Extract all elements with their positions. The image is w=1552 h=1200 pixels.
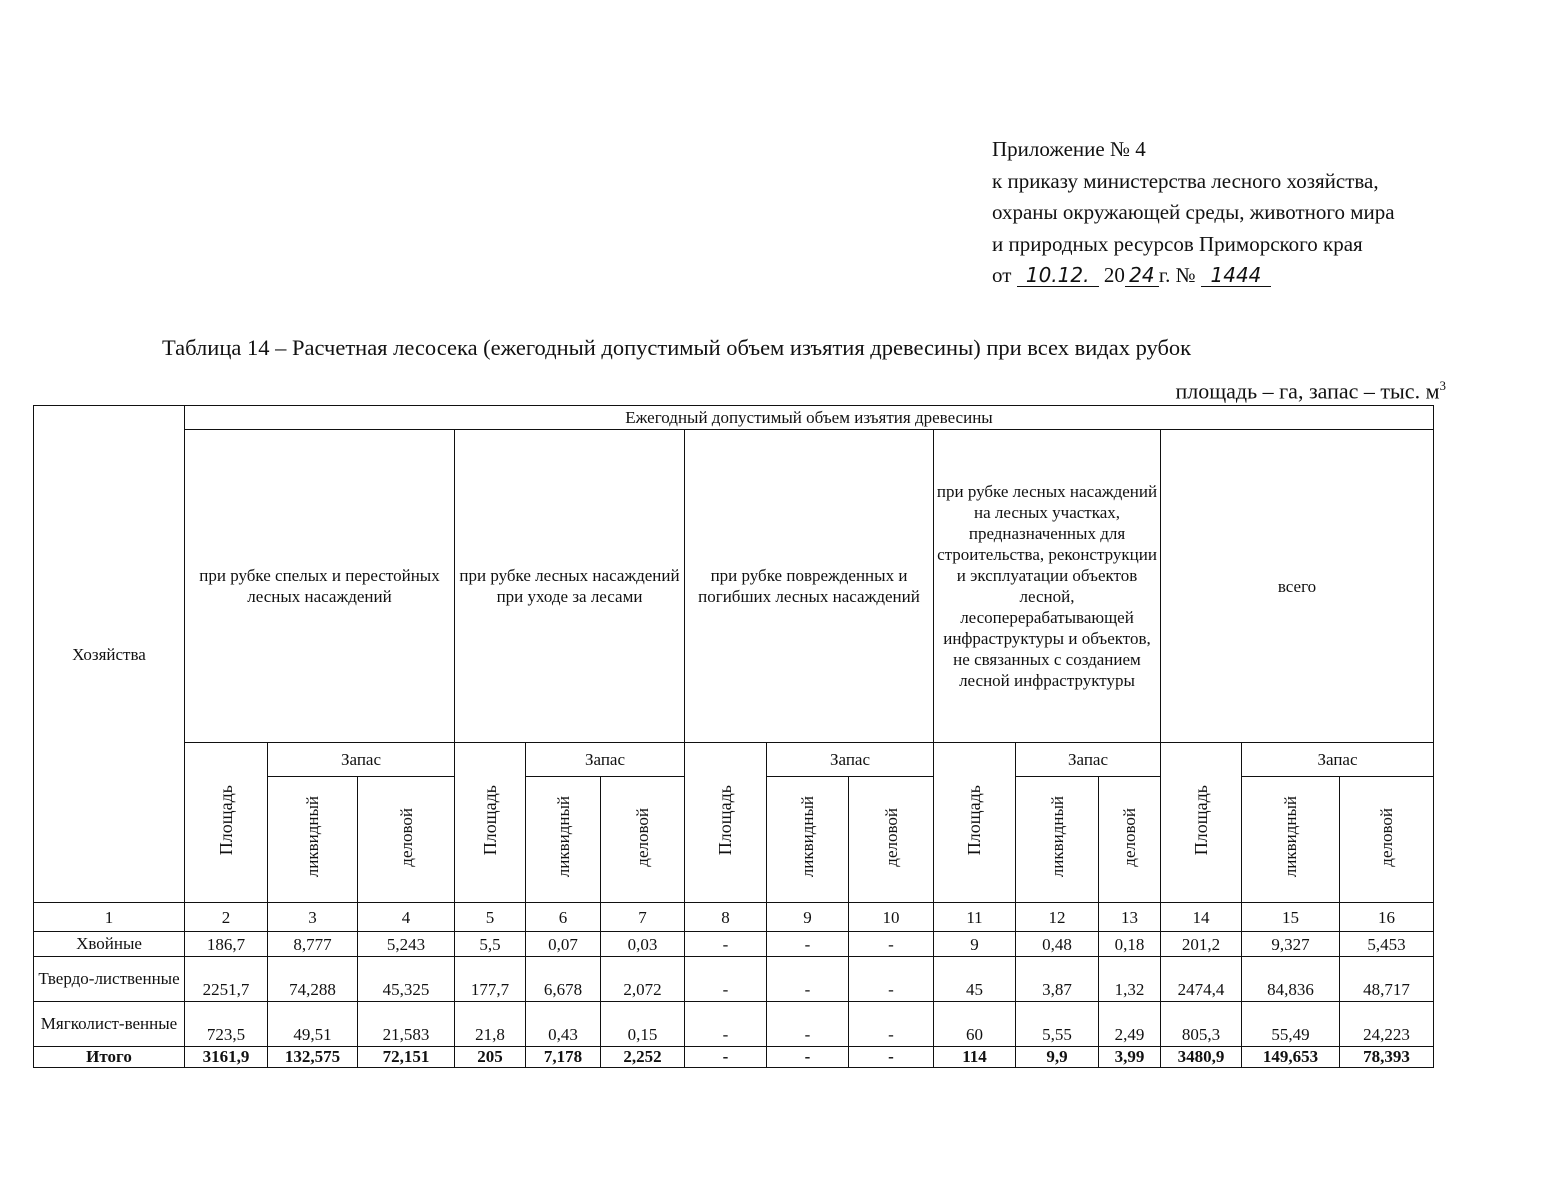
- cell: 3480,9: [1161, 1047, 1242, 1068]
- cell: -: [849, 1002, 934, 1047]
- area-header: Площадь: [934, 743, 1016, 903]
- column-number: 13: [1099, 903, 1161, 932]
- cell: 21,583: [358, 1002, 455, 1047]
- stock-header: Запас: [268, 743, 455, 777]
- stock-header: Запас: [526, 743, 685, 777]
- column-number: 9: [767, 903, 849, 932]
- column-number: 7: [601, 903, 685, 932]
- top-header: Ежегодный допустимый объем изъятия древесины: [185, 406, 1434, 430]
- cell: 5,5: [455, 932, 526, 957]
- cell: 5,453: [1340, 932, 1434, 957]
- cell: 2251,7: [185, 957, 268, 1002]
- area-header: Площадь: [455, 743, 526, 903]
- handwritten-year: 24: [1125, 264, 1159, 287]
- cell: 6,678: [526, 957, 601, 1002]
- liquid-header: ликвидный: [1016, 777, 1099, 903]
- cell: 5,243: [358, 932, 455, 957]
- appendix-header: [992, 134, 1472, 292]
- liquid-header: ликвидный: [1242, 777, 1340, 903]
- cell: 3,99: [1099, 1047, 1161, 1068]
- cell: -: [849, 1047, 934, 1068]
- liquid-header: ликвидный: [526, 777, 601, 903]
- column-number: 10: [849, 903, 934, 932]
- group-header: всего: [1161, 430, 1434, 743]
- column-number-row: [34, 903, 1434, 932]
- cell: -: [767, 957, 849, 1002]
- cell: 3161,9: [185, 1047, 268, 1068]
- group-header: при рубке поврежденных и погибших лесных насаждений: [685, 430, 934, 743]
- cell: 0,15: [601, 1002, 685, 1047]
- number-label: №: [1175, 263, 1196, 287]
- area-header: Площадь: [185, 743, 268, 903]
- cell: 149,653: [1242, 1047, 1340, 1068]
- cell: 201,2: [1161, 932, 1242, 957]
- units-text: площадь – га, запас – тыс. м: [1175, 378, 1440, 404]
- cell: 1,32: [1099, 957, 1161, 1002]
- table-row: [34, 1002, 1434, 1047]
- cell: -: [849, 932, 934, 957]
- liquid-header: ликвидный: [268, 777, 358, 903]
- cell: 45: [934, 957, 1016, 1002]
- cell: 2,072: [601, 957, 685, 1002]
- units-sup: 3: [1439, 378, 1446, 393]
- cell: 49,51: [268, 1002, 358, 1047]
- cell: -: [767, 932, 849, 957]
- business-header: деловой: [1340, 777, 1434, 903]
- cell: 60: [934, 1002, 1016, 1047]
- handwritten-number: 1444: [1201, 264, 1271, 287]
- business-header: деловой: [601, 777, 685, 903]
- row-name: Итого: [34, 1047, 185, 1068]
- row-name: Хвойные: [34, 932, 185, 957]
- year-suffix: г.: [1158, 263, 1171, 287]
- cell: -: [767, 1002, 849, 1047]
- column-number: 12: [1016, 903, 1099, 932]
- cell: 84,836: [1242, 957, 1340, 1002]
- cell: 3,87: [1016, 957, 1099, 1002]
- cell: 0,18: [1099, 932, 1161, 957]
- business-header: деловой: [1099, 777, 1161, 903]
- cell: -: [685, 932, 767, 957]
- cell: -: [685, 1002, 767, 1047]
- handwritten-date: 10.12.: [1017, 264, 1099, 287]
- stock-header: Запас: [1242, 743, 1434, 777]
- cell: -: [685, 957, 767, 1002]
- appendix-line: Приложение № 4: [992, 137, 1146, 161]
- column-number: 2: [185, 903, 268, 932]
- column-number: 6: [526, 903, 601, 932]
- table-row: [34, 957, 1434, 1002]
- cell: 21,8: [455, 1002, 526, 1047]
- felling-table: [33, 405, 1434, 1068]
- cell: 0,03: [601, 932, 685, 957]
- units-note: [1175, 378, 1446, 404]
- cell: 2,49: [1099, 1002, 1161, 1047]
- year-prefix: 20: [1103, 263, 1125, 287]
- group-header: при рубке спелых и перестойных лесных насаждений: [185, 430, 455, 743]
- cell: 24,223: [1340, 1002, 1434, 1047]
- business-header: деловой: [849, 777, 934, 903]
- column-number: 1: [34, 903, 185, 932]
- cell: 205: [455, 1047, 526, 1068]
- cell: 5,55: [1016, 1002, 1099, 1047]
- cell: 78,393: [1340, 1047, 1434, 1068]
- cell: 177,7: [455, 957, 526, 1002]
- cell: 8,777: [268, 932, 358, 957]
- column-number: 16: [1340, 903, 1434, 932]
- from-label: от: [992, 263, 1012, 287]
- cell: 805,3: [1161, 1002, 1242, 1047]
- column-number: 15: [1242, 903, 1340, 932]
- cell: 132,575: [268, 1047, 358, 1068]
- stock-header: Запас: [1016, 743, 1161, 777]
- table-title: Таблица 14 – Расчетная лесосека (ежегодный допустимый объем изъятия древесины) при всех видах рубок: [162, 335, 1192, 360]
- cell: 74,288: [268, 957, 358, 1002]
- table-row: [34, 932, 1434, 957]
- column-number: 14: [1161, 903, 1242, 932]
- cell: 2474,4: [1161, 957, 1242, 1002]
- total-row: [34, 1047, 1434, 1068]
- business-header: деловой: [358, 777, 455, 903]
- row-name: Мягколист-венные: [34, 1002, 185, 1047]
- cell: 9,9: [1016, 1047, 1099, 1068]
- column-number: 4: [358, 903, 455, 932]
- cell: 72,151: [358, 1047, 455, 1068]
- stock-header: Запас: [767, 743, 934, 777]
- order-date-line: [992, 260, 1472, 292]
- cell: 2,252: [601, 1047, 685, 1068]
- cell: 114: [934, 1047, 1016, 1068]
- cell: 0,43: [526, 1002, 601, 1047]
- row-name: Твердо-лиственные: [34, 957, 185, 1002]
- area-header: Площадь: [1161, 743, 1242, 903]
- appendix-line: и природных ресурсов Приморского края: [992, 231, 1363, 256]
- column-number: 5: [455, 903, 526, 932]
- cell: 7,178: [526, 1047, 601, 1068]
- cell: -: [685, 1047, 767, 1068]
- cell: 45,325: [358, 957, 455, 1002]
- area-header: Площадь: [685, 743, 767, 903]
- cell: -: [849, 957, 934, 1002]
- group-header: при рубке лесных насаждений на лесных участках, предназначенных для строительства, реконструкции и эксплуатации объектов лесной, лесоперерабатывающей инфраструктуры и объектов, не связанных с созданием лесной инфраструктуры: [934, 430, 1161, 743]
- farms-header: Хозяйства: [34, 406, 185, 903]
- cell: 9: [934, 932, 1016, 957]
- column-number: 8: [685, 903, 767, 932]
- liquid-header: ликвидный: [767, 777, 849, 903]
- group-header: при рубке лесных насаждений при уходе за лесами: [455, 430, 685, 743]
- cell: 0,07: [526, 932, 601, 957]
- column-number: 11: [934, 903, 1016, 932]
- cell: 186,7: [185, 932, 268, 957]
- column-number: 3: [268, 903, 358, 932]
- appendix-line: к приказу министерства лесного хозяйства,: [992, 168, 1379, 193]
- appendix-line: охраны окружающей среды, животного мира: [992, 200, 1395, 224]
- cell: -: [767, 1047, 849, 1068]
- cell: 723,5: [185, 1002, 268, 1047]
- cell: 0,48: [1016, 932, 1099, 957]
- cell: 9,327: [1242, 932, 1340, 957]
- cell: 48,717: [1340, 957, 1434, 1002]
- cell: 55,49: [1242, 1002, 1340, 1047]
